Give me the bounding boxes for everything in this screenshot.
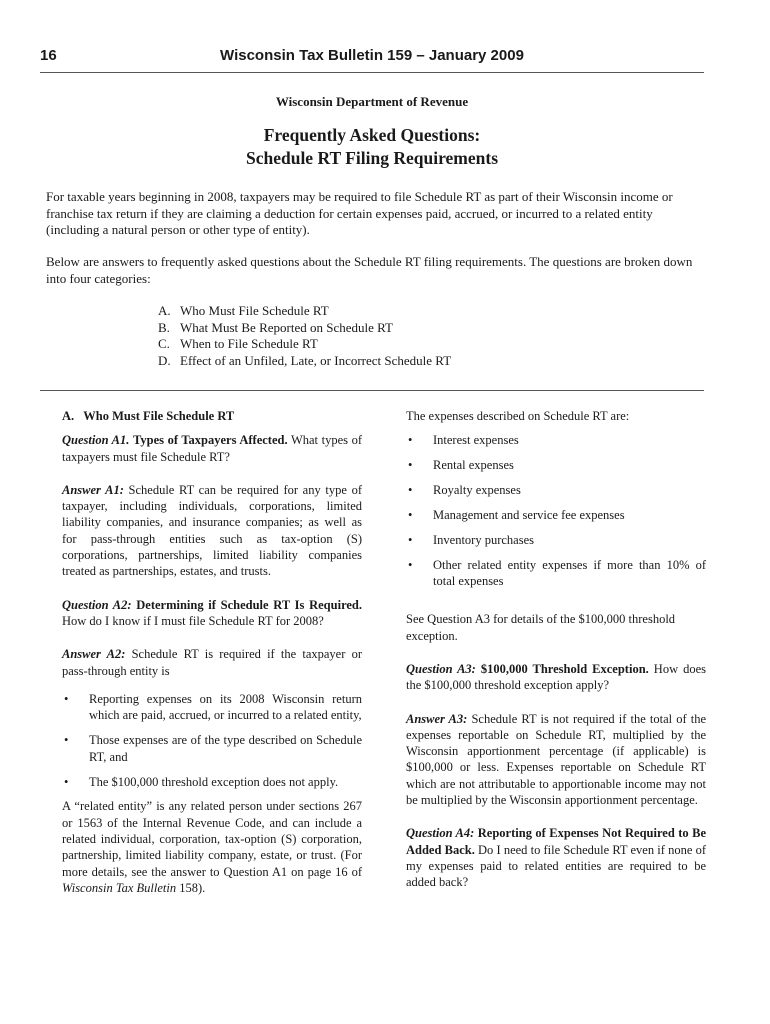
- question-label: Question A4:: [406, 826, 475, 841]
- list-item: [406, 532, 706, 548]
- answer-label: Answer A2:: [62, 647, 126, 662]
- document-title: [40, 124, 704, 170]
- list-item: [62, 774, 362, 790]
- header-rule: [40, 72, 704, 73]
- left-column: [62, 408, 362, 913]
- bullet-icon: •: [408, 557, 413, 572]
- list-item: [62, 691, 362, 724]
- question-a2: [62, 597, 362, 630]
- bulletin-reference: Wisconsin Tax Bulletin: [62, 880, 177, 895]
- bullet-icon: •: [64, 691, 69, 706]
- running-header: [40, 47, 704, 69]
- related-text: A “related entity” is any related person under sections 267 or 1563 of the Internal Revenue Code, and can include a related individual, corporation, tax-option (S) corporation, partnership, limited liability company, estate, or trust. (For more details, see the answer to Question A1 on page 16 of: [62, 799, 362, 879]
- bullet-icon: •: [408, 507, 413, 522]
- list-item-text: Those expenses are of the type described on Schedule RT, and: [89, 733, 362, 764]
- answer-text: Schedule RT is required if the taxpayer or pass-through entity is: [62, 647, 362, 678]
- category-text: Who Must File Schedule RT: [180, 303, 329, 318]
- bullet-icon: •: [408, 458, 413, 473]
- question-a4: [406, 825, 706, 890]
- intro-paragraph-1: For taxable years beginning in 2008, taxpayers may be required to file Schedule RT as part of their Wisconsin income or franchise tax return if they are claiming a deduction for certain expenses paid, accrued, or incurred to a related entity (including a natural person or other type of entity).: [46, 189, 673, 237]
- category-letter: B.: [158, 319, 170, 335]
- intro-paragraph-2: Below are answers to frequently asked questions about the Schedule RT filing requirements. The questions are broken down into four categories:: [46, 254, 693, 286]
- question-title: $100,000 Threshold Exception.: [480, 661, 649, 676]
- list-item-text: Management and service fee expenses: [433, 507, 625, 522]
- bullet-icon: •: [408, 433, 413, 448]
- list-item: [62, 732, 362, 765]
- bulletin-title: Wisconsin Tax Bulletin 159 – January 2009: [220, 47, 524, 64]
- question-text: What types of taxpayers must file Schedule RT?: [62, 433, 362, 464]
- question-label: Question A1.: [62, 433, 130, 448]
- requirement-list: [62, 691, 362, 790]
- question-text: How do I know if I must file Schedule RT for 2008?: [62, 613, 324, 628]
- answer-label: Answer A3:: [406, 711, 468, 726]
- see-question-a3: See Question A3 for details of the $100,000 threshold exception.: [406, 612, 676, 643]
- bullet-icon: •: [408, 483, 413, 498]
- bullet-icon: •: [408, 532, 413, 547]
- question-label: Question A2:: [62, 597, 132, 612]
- bullet-icon: •: [64, 775, 69, 790]
- section-heading: A. Who Must File Schedule RT: [62, 409, 235, 423]
- answer-a1: [62, 482, 362, 580]
- list-item-text: Other related entity expenses if more than 10% of total expenses: [433, 557, 706, 589]
- question-title: Reporting of Expenses Not Required to Be Added Back.: [406, 826, 707, 857]
- list-item-text: Interest expenses: [433, 433, 519, 448]
- question-text: How does the $100,000 threshold exception apply?: [406, 661, 707, 693]
- list-item: [406, 557, 706, 590]
- list-item: [406, 482, 706, 498]
- page-number: 16: [40, 47, 57, 64]
- right-column: [406, 408, 706, 908]
- expenses-intro: The expenses described on Schedule RT are:: [406, 409, 630, 423]
- answer-a3: [406, 711, 706, 809]
- expense-list: [406, 432, 706, 589]
- answer-a2: [62, 646, 362, 679]
- question-a1: [62, 432, 362, 465]
- list-item-text: Royalty expenses: [433, 483, 521, 498]
- question-text: Do I need to file Schedule RT even if none of my expenses paid to related entities are required to be added back?: [406, 842, 706, 890]
- title-line-1: Frequently Asked Questions:: [263, 125, 481, 145]
- category-item: [158, 336, 451, 353]
- question-a3: [406, 661, 706, 694]
- question-title: Types of Taxpayers Affected.: [132, 433, 288, 448]
- category-letter: A.: [158, 303, 171, 318]
- list-item-text: Inventory purchases: [433, 532, 535, 547]
- category-letter: C.: [158, 336, 170, 351]
- bullet-icon: •: [64, 733, 69, 748]
- answer-label: Answer A1:: [62, 482, 124, 497]
- list-item-text: The $100,000 threshold exception does not apply.: [89, 775, 339, 790]
- answer-text: Schedule RT is not required if the total of the expenses reportable on Schedule RT, multiplied by the Wisconsin apportionment percentage (if applicable) is $100,000 or less. Expenses reportable on Schedule RT which are not attributable to apportionable income may not be multiplied by the Wisconsin apportionment percentage.: [406, 711, 707, 808]
- answer-text: Schedule RT can be required for any type of taxpayer, including individuals, corporations, limited liability companies, and insurance companies; as well as for pass-through entities such as tax-option (S) corporations, partnerships, limited liability companies treated as partnerships, estates, and trusts.: [62, 482, 362, 579]
- category-text: Effect of an Unfiled, Late, or Incorrect Schedule RT: [180, 352, 452, 368]
- section-rule: [40, 390, 704, 391]
- list-item: [406, 432, 706, 448]
- category-text: What Must Be Reported on Schedule RT: [180, 319, 393, 335]
- category-item: [158, 320, 451, 337]
- category-text: When to File Schedule RT: [180, 336, 318, 351]
- category-item: [158, 353, 451, 370]
- list-item: [406, 457, 706, 473]
- title-line-2: Schedule RT Filing Requirements: [245, 148, 499, 168]
- question-label: Question A3:: [406, 661, 476, 676]
- related-text-end: 158).: [179, 880, 206, 895]
- list-item: [406, 507, 706, 523]
- category-letter: D.: [158, 352, 171, 368]
- category-list: [158, 303, 451, 369]
- category-item: [158, 303, 451, 320]
- list-item-text: Reporting expenses on its 2008 Wisconsin return which are paid, accrued, or incurred to a related entity,: [89, 691, 362, 723]
- related-entity-paragraph: [62, 798, 362, 896]
- list-item-text: Rental expenses: [433, 458, 514, 473]
- department-name: Wisconsin Department of Revenue: [275, 94, 469, 109]
- question-title: Determining if Schedule RT Is Required.: [136, 597, 363, 612]
